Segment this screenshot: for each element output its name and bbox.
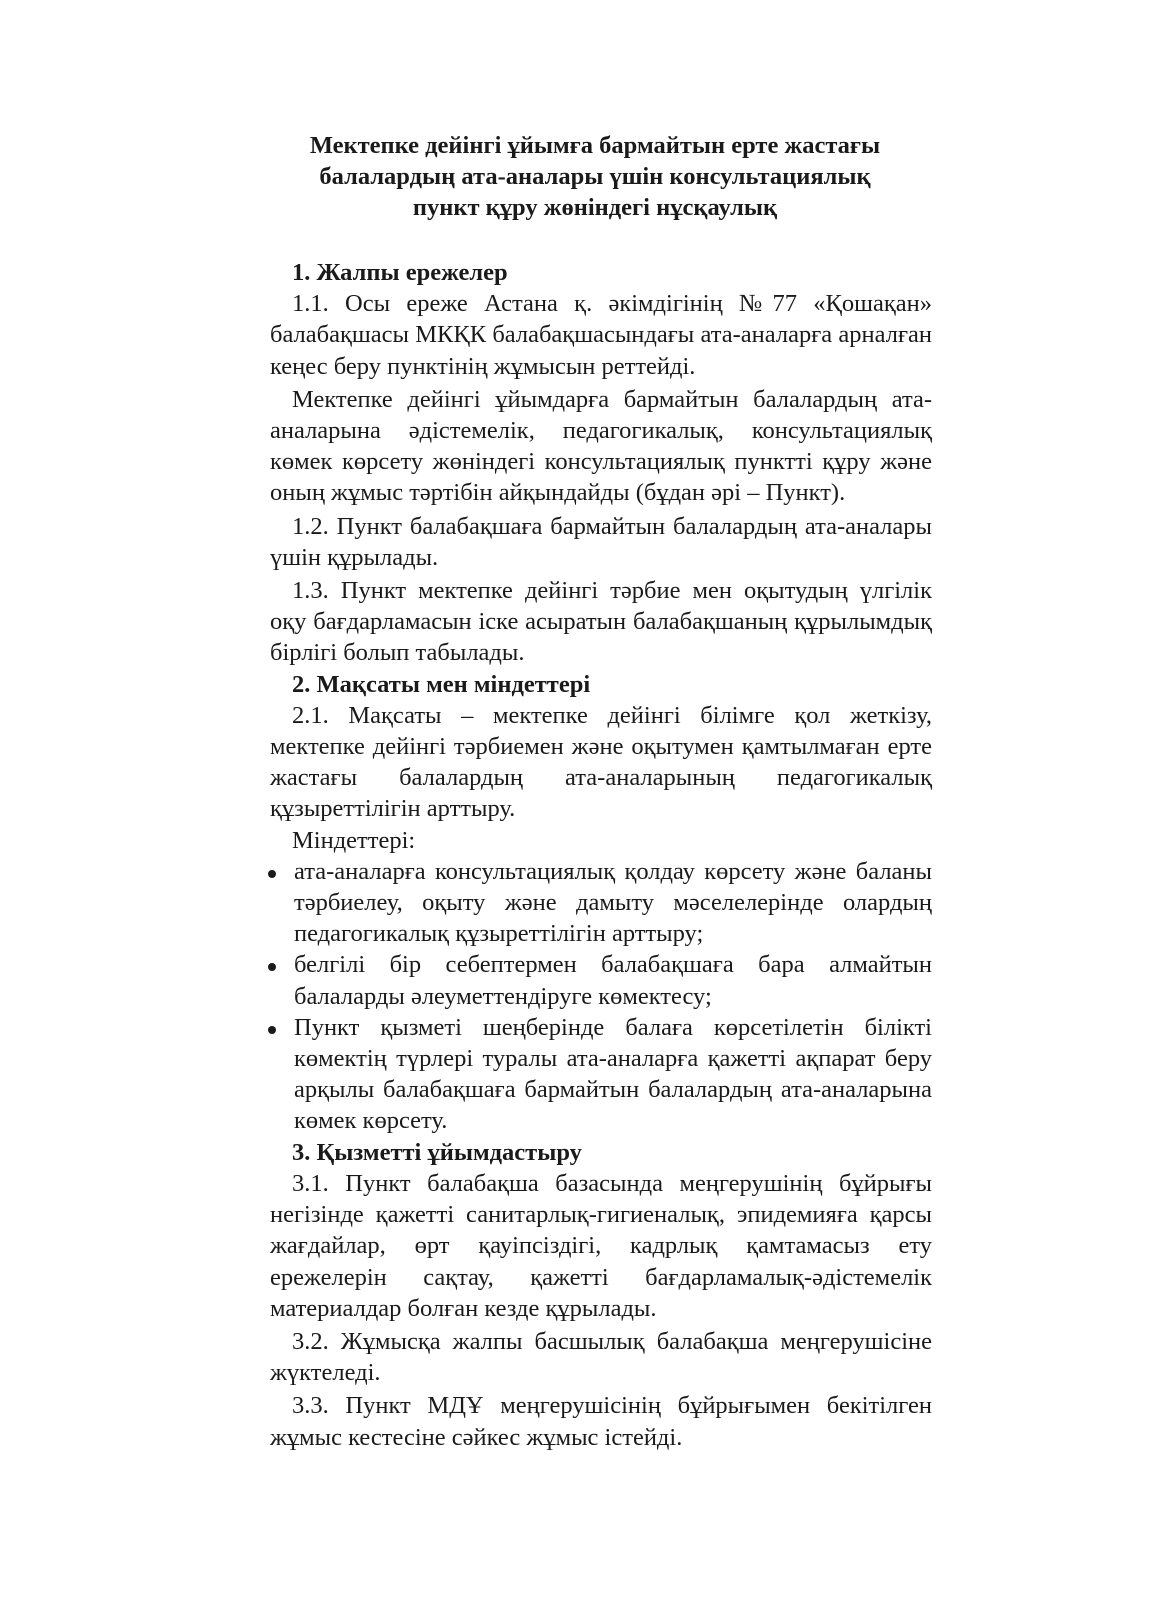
- paragraph-3-3: 3.3. Пункт МДҰ меңгерушісінің бұйрығымен бекітілген жұмыс кестесіне сәйкес жұмыс істейді.: [270, 1392, 932, 1451]
- tasks-label: Міндеттері:: [292, 826, 416, 854]
- paragraph-1-2: 1.2. Пункт балабақшаға бармайтын балалардың ата-аналары үшін құрылады.: [270, 512, 932, 571]
- section-2-heading: 2. Мақсаты мен міндеттері: [292, 670, 591, 698]
- document-body: [270, 257, 932, 1453]
- list-item: [270, 949, 932, 1011]
- tasks-list: [270, 856, 932, 1137]
- list-item: [270, 1012, 932, 1137]
- section-3-heading: 3. Қызметті ұйымдастыру: [292, 1138, 582, 1166]
- title-line: пункт құру жөніндегі нұсқаулық: [412, 194, 778, 221]
- list-item-text: ата-аналарға консультациялық қолдау көрсету және баланы тәрбиелеу, оқыту және дамыту мәселелерінде олардың педагогикалық құзыреттілігін арттыру;: [294, 857, 932, 948]
- list-item-text: Пункт қызметі шеңберінде балаға көрсетілетін білікті көмектің түрлері туралы ата-аналарға қажетті ақпарат беру арқылы балабақшаға бармайтын балалардың ата-аналарына көмек көрсету.: [294, 1013, 932, 1135]
- bullet-icon: [268, 870, 276, 878]
- bullet-icon: [268, 963, 276, 971]
- bullet-icon: [268, 1026, 276, 1034]
- paragraph-1-1-b: Мектепке дейінгі ұйымдарға бармайтын балалардың ата-аналарына әдістемелік, педагогикалық, консультациялық көмек көрсету жөніндегі консультациялық пунктті құру және оның жұмыс тәртібін айқындайды (бұдан әрі – Пункт).: [270, 385, 932, 507]
- list-item: [270, 856, 932, 950]
- paragraph-3-1: 3.1. Пункт балабақша базасында меңгерушінің бұйрығы негізінде қажетті санитарлық-гигиеналық, эпидемияға қарсы жағдайлар, өрт қауіпсіздігі, кадрлық қамтамасыз ету ережелерін сақтау, қажетті бағдарламалық-әдістемелік материалдар болған кезде құрылады.: [270, 1169, 932, 1322]
- paragraph-1-3: 1.3. Пункт мектепке дейінгі тәрбие мен оқытудың үлгілік оқу бағдарламасын іске асыратын балабақшаның құрылымдық бірлігі болып табылады.: [270, 577, 932, 667]
- title-line: Мектепке дейінгі ұйымға бармайтын ерте жастағы: [309, 132, 881, 159]
- document-title: [270, 130, 920, 223]
- paragraph-2-1: 2.1. Мақсаты – мектепке дейінгі білімге қол жеткізу, мектепке дейінгі тәрбиемен және оқытумен қамтылмаған ерте жастағы балалардың ата-аналарының педагогикалық құзыреттілігін арттыру.: [270, 701, 932, 823]
- list-item-text: белгілі бір себептермен балабақшаға бара алмайтын балаларды әлеуметтендіруге көмектесу;: [294, 951, 932, 1010]
- section-1-heading: 1. Жалпы ережелер: [292, 259, 508, 286]
- title-line: балалардың ата-аналары үшін консультациялық: [319, 163, 871, 190]
- paragraph-3-2: 3.2. Жұмысқа жалпы басшылық балабақша меңгерушісіне жүктеледі.: [270, 1327, 932, 1387]
- paragraph-1-1: 1.1. Осы ереже Астана қ. әкімдігінің №77 «Қошақан» балабақшасы МКҚК балабақшасындағы ата-аналарға арналған кеңес беру пунктінің жұмысын реттейді.: [270, 290, 932, 380]
